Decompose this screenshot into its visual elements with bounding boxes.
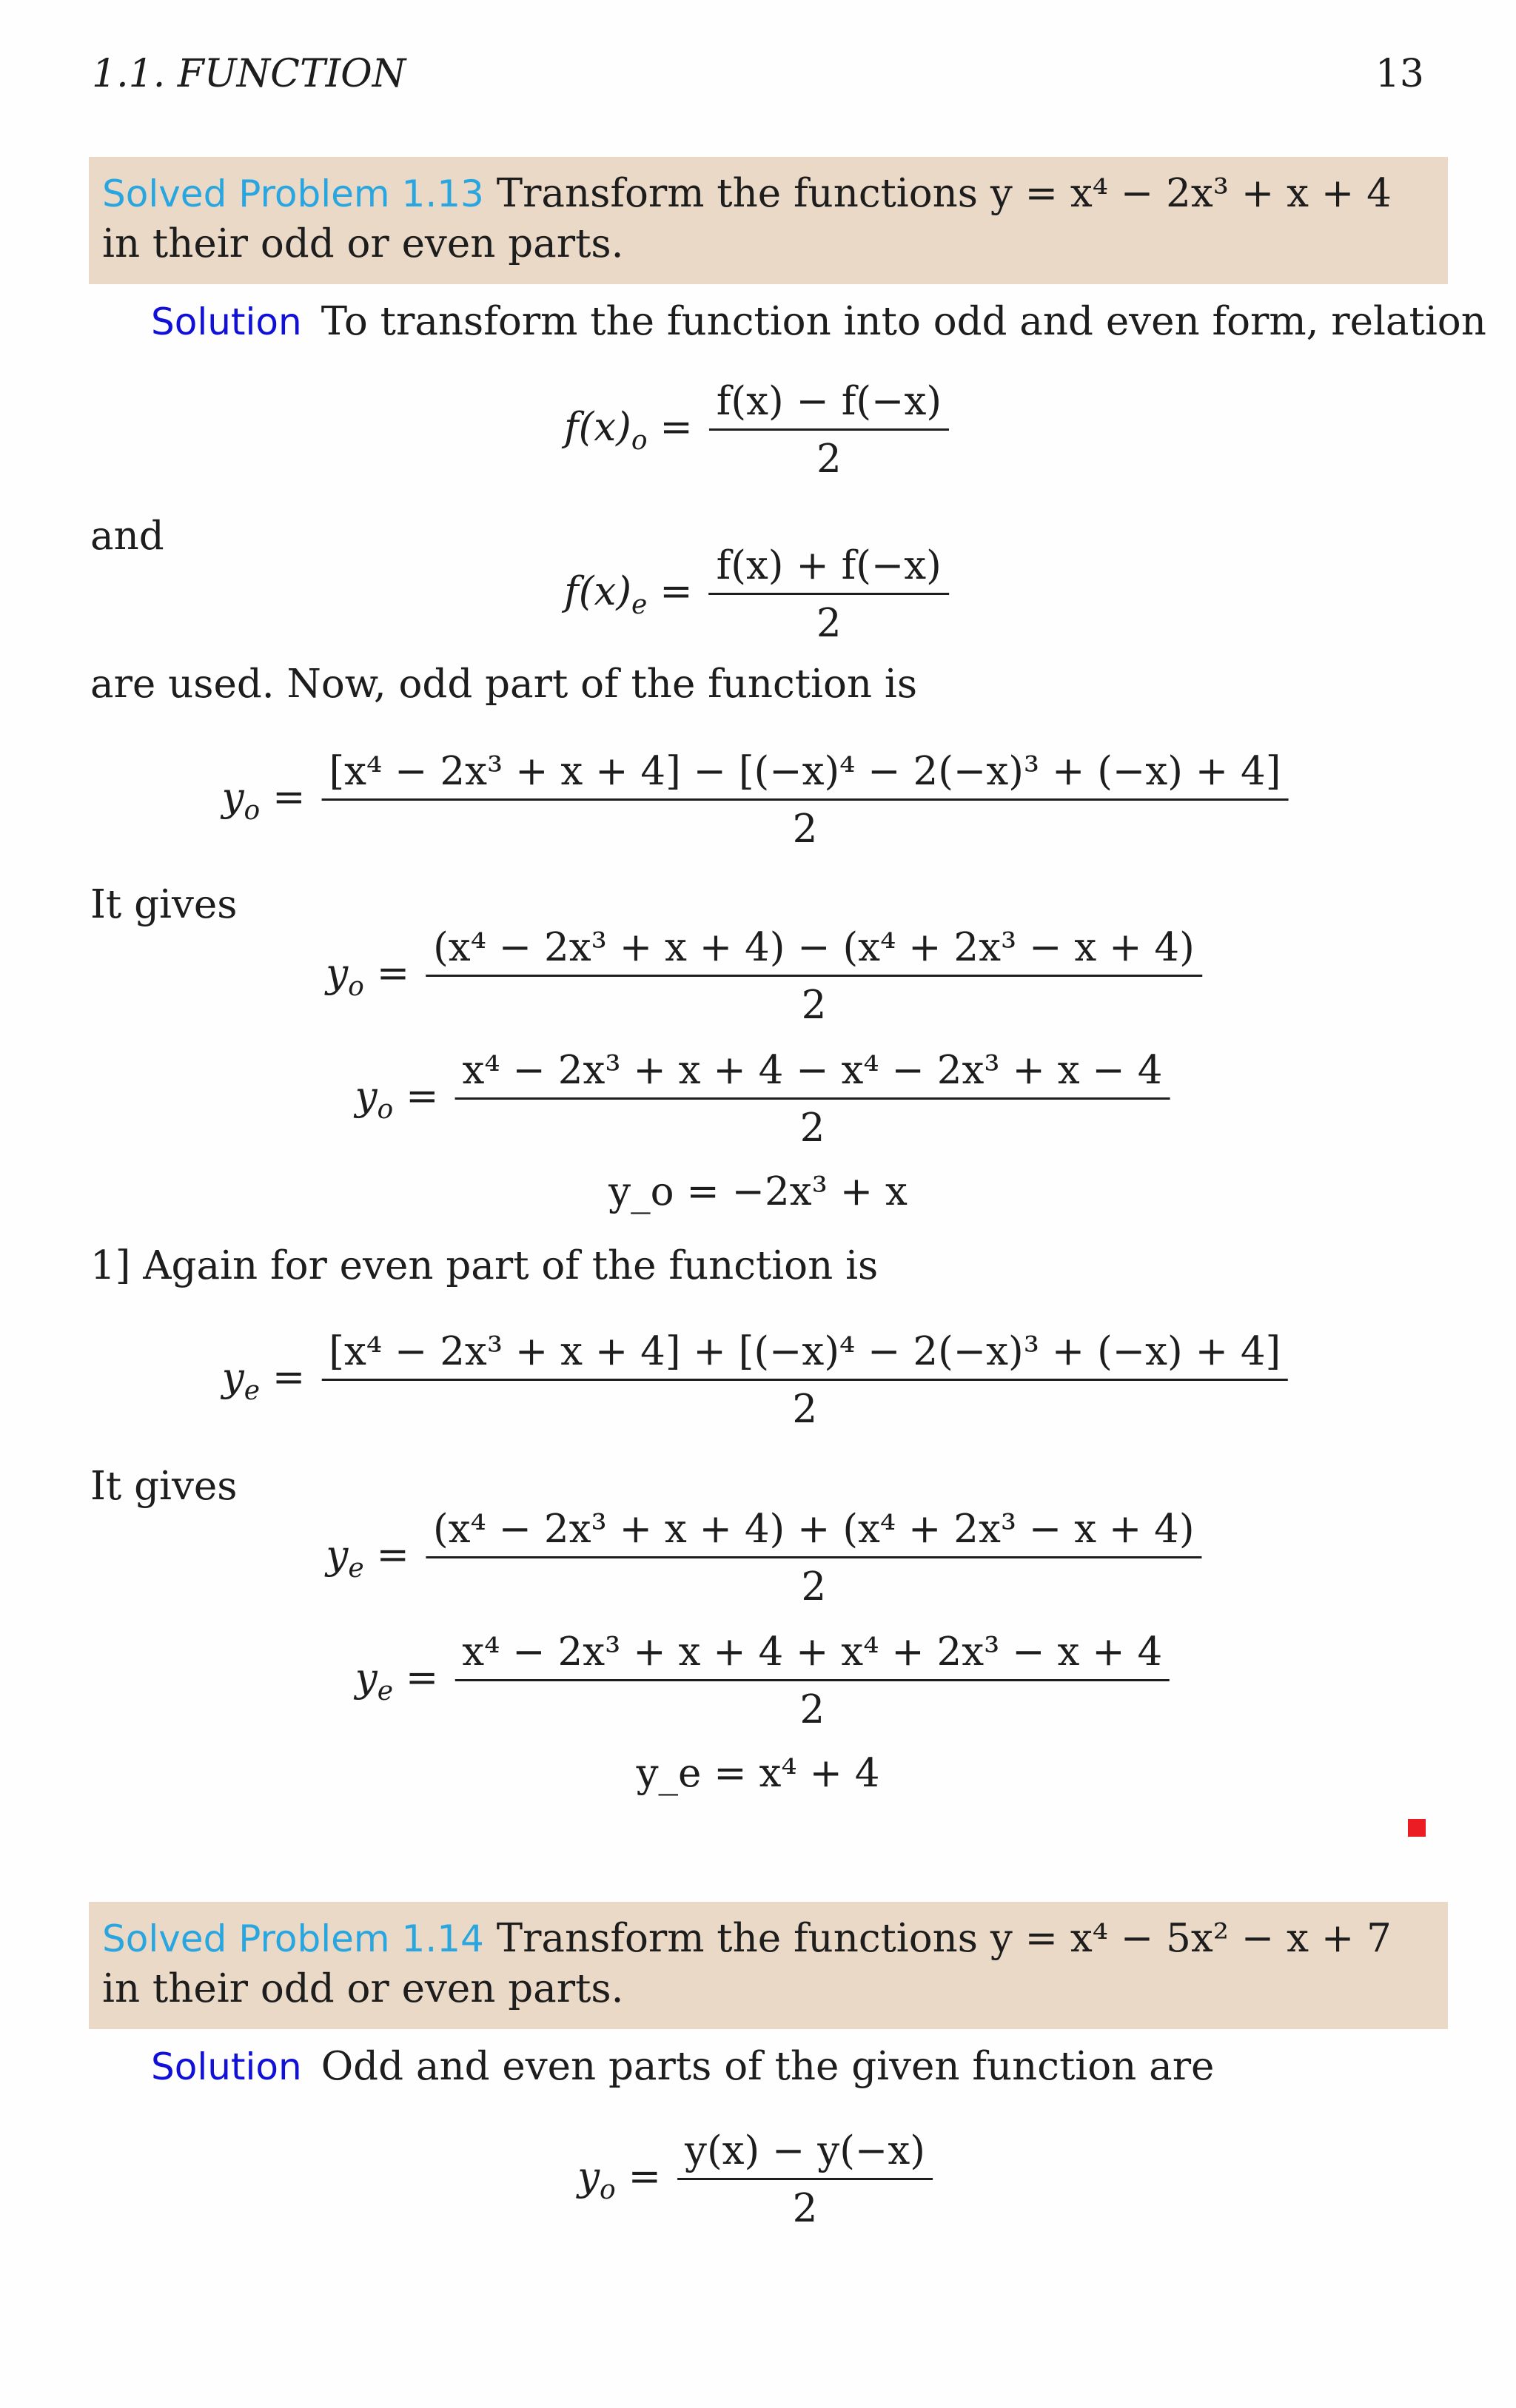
solution-1-13-intro: Solution To transform the function into odd and even form, relation (151, 299, 1486, 344)
problem-1-13-title: Solved Problem 1.13 (102, 172, 484, 215)
solution-label-2: Solution (151, 2045, 302, 2088)
odd-step-1-equation: $y_o$ = $\frac{\text{[x⁴ − 2x³ + x + 4] − [(−x)⁴ − 2(−x)³ + (−x) + 4]}}{2}$ (222, 749, 1289, 852)
even-relation-denominator: 2 (816, 601, 842, 646)
text-it-gives-1: It gives (90, 882, 238, 927)
text-again-even: 1] Again for even part of the function is (90, 1243, 879, 1288)
even-step-3-numerator: x⁴ − 2x³ + x + 4 + x⁴ + 2x³ − x + 4 (455, 1630, 1170, 1681)
problem-1-13-text: Transform the functions y = x⁴ − 2x³ + x + 4 in their odd or even parts. (102, 171, 1392, 266)
even-step-2-equation: $y_e$ = $\frac{\text{(x⁴ − 2x³ + x + 4) + (x⁴ + 2x³ − x + 4)}}{2}$ (326, 1507, 1201, 1610)
problem-1-14-text: Transform the functions y = x⁴ − 5x² − x + 7 in their odd or even parts. (102, 1916, 1392, 2011)
problem-1-14-title: Solved Problem 1.14 (102, 1917, 484, 1960)
odd-result-equation: y_o = −2x³ + x (608, 1169, 908, 1214)
text-it-gives-2: It gives (90, 1464, 238, 1509)
text-are-used: are used. Now, odd part of the function is (90, 662, 918, 707)
solution-label: Solution (151, 300, 302, 343)
problem-1-13-box (89, 157, 1448, 284)
even-relation-equation: $f(x)_e$ = $\frac{f(x) + f(-x)}{2}$ (564, 543, 949, 646)
odd-step-3-equation: $y_o$ = $\frac{\text{x⁴ − 2x³ + x + 4 − x⁴ − 2x³ + x − 4}}{2}$ (355, 1048, 1170, 1151)
odd-step-2-equation: $y_o$ = $\frac{\text{(x⁴ − 2x³ + x + 4) − (x⁴ + 2x³ − x + 4)}}{2}$ (326, 925, 1202, 1028)
text-and: and (90, 514, 164, 559)
odd-relation-numerator: f(x) − f(−x) (709, 379, 949, 431)
even-step-3-equation: $y_e$ = $\frac{\text{x⁴ − 2x³ + x + 4 + x⁴ + 2x³ − x + 4}}{2}$ (355, 1630, 1170, 1732)
even-relation-numerator: f(x) + f(−x) (709, 543, 949, 595)
odd-step-1-numerator: [x⁴ − 2x³ + x + 4] − [(−x)⁴ − 2(−x)³ + (−x) + 4] (321, 749, 1288, 801)
running-header-section: 1.1. FUNCTION (92, 52, 406, 96)
odd-relation-1-14-numerator: y(x) − y(−x) (677, 2128, 933, 2180)
odd-relation-1-14-equation: $y_o$ = $\frac{y(x) - y(-x)}{2}$ (577, 2128, 933, 2231)
qed-square-icon (1408, 1819, 1426, 1837)
even-step-2-numerator: (x⁴ − 2x³ + x + 4) + (x⁴ + 2x³ − x + 4) (426, 1507, 1202, 1558)
odd-step-2-numerator: (x⁴ − 2x³ + x + 4) − (x⁴ + 2x³ − x + 4) (426, 925, 1202, 977)
even-step-1-equation: $y_e$ = $\frac{\text{[x⁴ − 2x³ + x + 4] + [(−x)⁴ − 2(−x)³ + (−x) + 4]}}{2}$ (222, 1329, 1288, 1432)
problem-1-14-box (89, 1902, 1448, 2029)
solution-1-14-intro: Solution Odd and even parts of the given function are (151, 2044, 1215, 2089)
odd-relation-denominator: 2 (816, 437, 842, 482)
even-step-1-numerator: [x⁴ − 2x³ + x + 4] + [(−x)⁴ − 2(−x)³ + (−x) + 4] (321, 1329, 1288, 1381)
page-number: 13 (1375, 52, 1424, 96)
even-result-equation: y_e = x⁴ + 4 (636, 1751, 880, 1796)
odd-step-3-numerator: x⁴ − 2x³ + x + 4 − x⁴ − 2x³ + x − 4 (455, 1048, 1170, 1100)
odd-relation-equation: $f(x)_o$ = $\frac{f(x) - f(-x)}{2}$ (564, 379, 949, 482)
